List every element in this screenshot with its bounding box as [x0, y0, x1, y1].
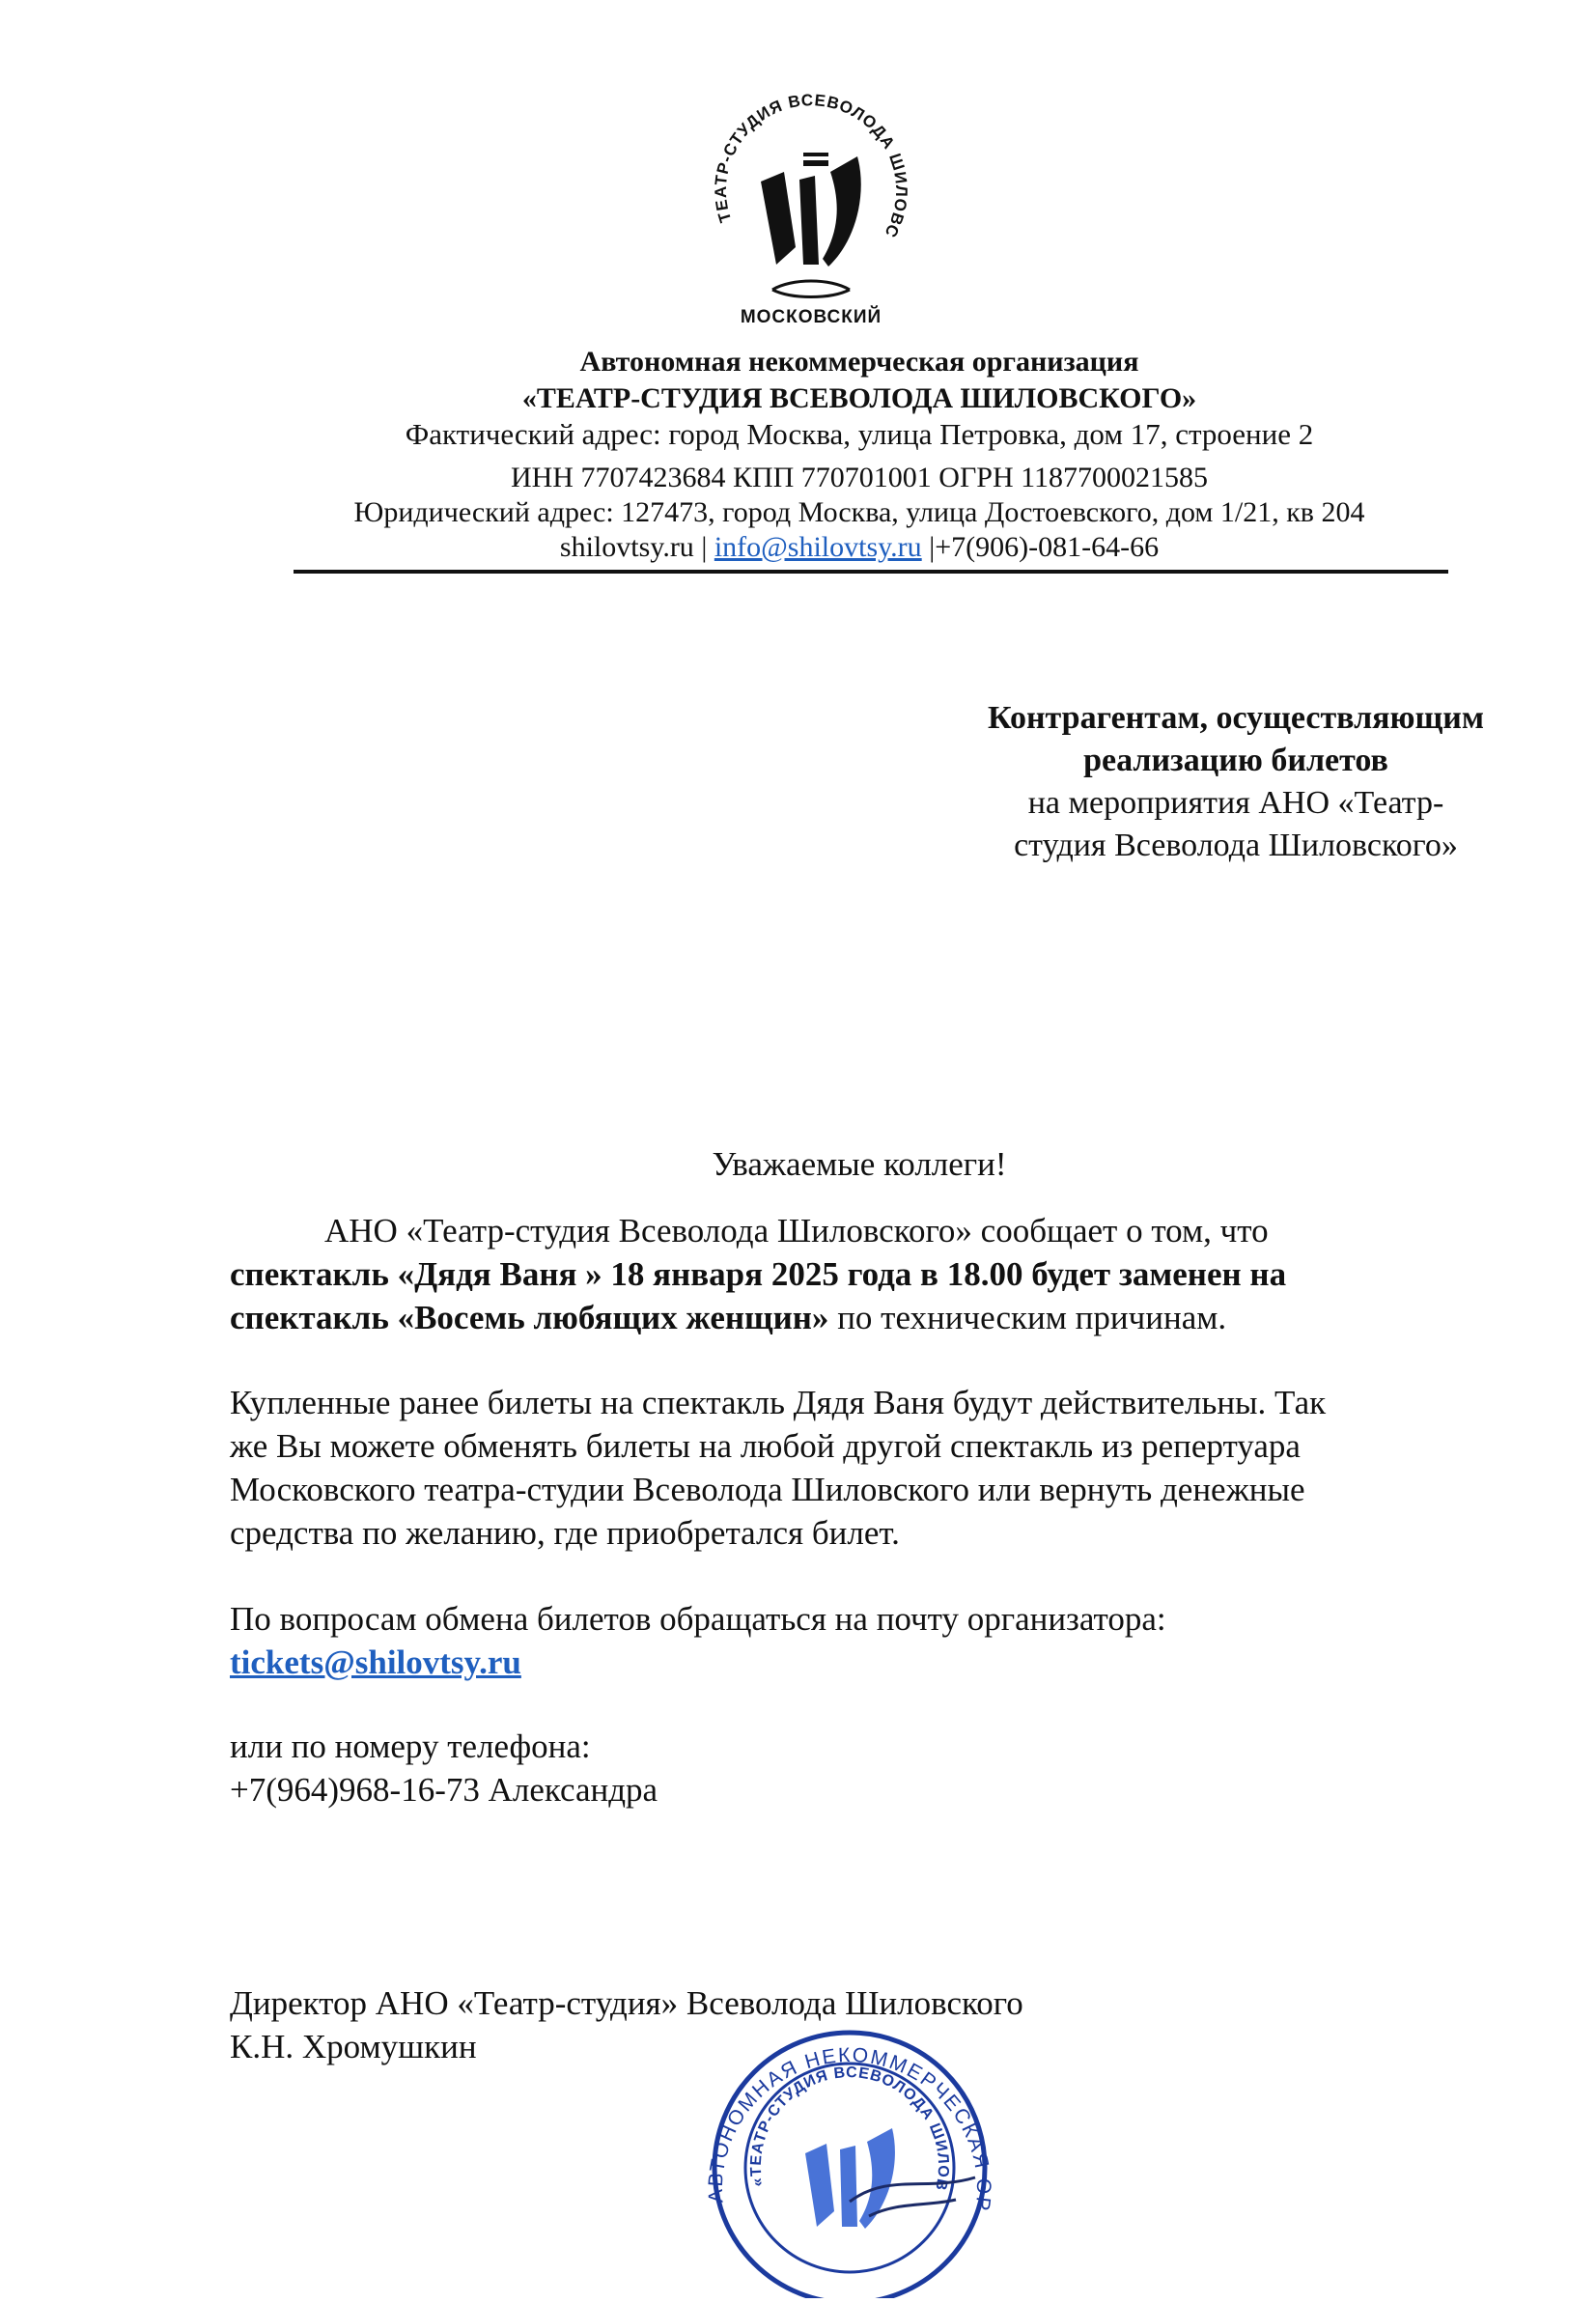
paragraph-line: же Вы можете обменять билеты на любой другой спектакль из репертуара — [230, 1427, 1301, 1465]
paragraph-line: АНО «Театр-студия Всеволода Шиловского» сообщает о том, что — [324, 1212, 1269, 1250]
contact-phone: +7(964)968-16-73 Александра — [230, 1771, 658, 1809]
signatory-name: К.Н. Хромушкин — [230, 2028, 477, 2065]
header-divider — [294, 570, 1448, 574]
signatory-title: Директор АНО «Театр-студия» Всеволода Шиловского — [230, 1984, 1023, 2022]
addressee-block — [898, 697, 1574, 867]
separator: | — [929, 531, 936, 563]
org-name: «ТЕАТР-СТУДИЯ ВСЕВОЛОДА ШИЛОВСКОГО» — [521, 382, 1197, 414]
paragraph-line: Купленные ранее билеты на спектакль Дядя Ваня будут действительны. Так — [230, 1384, 1327, 1421]
stamp-inner-text: «ТЕАТР-СТУДИЯ ВСЕВОЛОДА ШИЛОВ — [747, 2064, 952, 2192]
paragraph-tail: по техническим причинам. — [828, 1299, 1227, 1336]
paragraph-4 — [230, 1725, 1485, 1812]
paragraph-line: спектакль «Дядя Ваня » 18 января 2025 года в 18.00 будет заменен на — [230, 1255, 1287, 1293]
legal-address: Юридический адрес: 127473, город Москва, улица Достоевского, дом 1/21, кв 204 — [353, 496, 1365, 528]
separator: | — [701, 531, 708, 563]
org-type: Автономная некоммерческая организация — [579, 346, 1139, 378]
official-stamp — [705, 2008, 994, 2298]
logo-bottom-text: МОСКОВСКИЙ — [740, 307, 882, 327]
paragraph-3 — [230, 1597, 1485, 1684]
actual-address: Фактический адрес: город Москва, улица Петровка, дом 17, строение 2 — [405, 417, 1314, 451]
info-email-link[interactable]: info@shilovtsy.ru — [714, 531, 922, 563]
paragraph-line: средства по желанию, где приобретался билет. — [230, 1514, 900, 1552]
stamp-outer-text: АВТОНОМНАЯ НЕКОММЕРЧЕСКАЯ ОР — [705, 2043, 994, 2214]
theatre-logo — [695, 75, 927, 346]
requisites: ИНН 7707423684 КПП 770701001 ОГРН 1187700021585 — [510, 462, 1209, 493]
logo-ring-text: ТЕАТР-СТУДИЯ ВСЕВОЛОДА ШИЛОВС — [711, 91, 911, 241]
paragraph-line: или по номеру телефона: — [230, 1727, 591, 1765]
tickets-email-link[interactable]: tickets@shilovtsy.ru — [230, 1643, 521, 1681]
play-name: спектакль «Восемь любящих женщин» — [230, 1299, 829, 1336]
greeting: Уважаемые коллеги! — [712, 1145, 1007, 1183]
phone-text: +7(906)-081-64-66 — [935, 531, 1160, 563]
addressee-line: Контрагентам, осуществляющим — [988, 700, 1484, 736]
addressee-line: реализацию билетов — [1083, 743, 1388, 778]
contacts-line — [0, 531, 1596, 564]
paragraph-1 — [230, 1209, 1485, 1339]
site-text: shilovtsy.ru — [559, 531, 694, 563]
addressee-line: студия Всеволода Шиловского» — [1014, 828, 1458, 863]
paragraph-2 — [230, 1381, 1485, 1555]
paragraph-line: По вопросам обмена билетов обращаться на почту организатора: — [230, 1600, 1166, 1638]
addressee-line: на мероприятия АНО «Театр- — [1027, 785, 1444, 821]
paragraph-line: Московского театра-студии Всеволода Шиловского или вернуть денежные — [230, 1471, 1305, 1508]
